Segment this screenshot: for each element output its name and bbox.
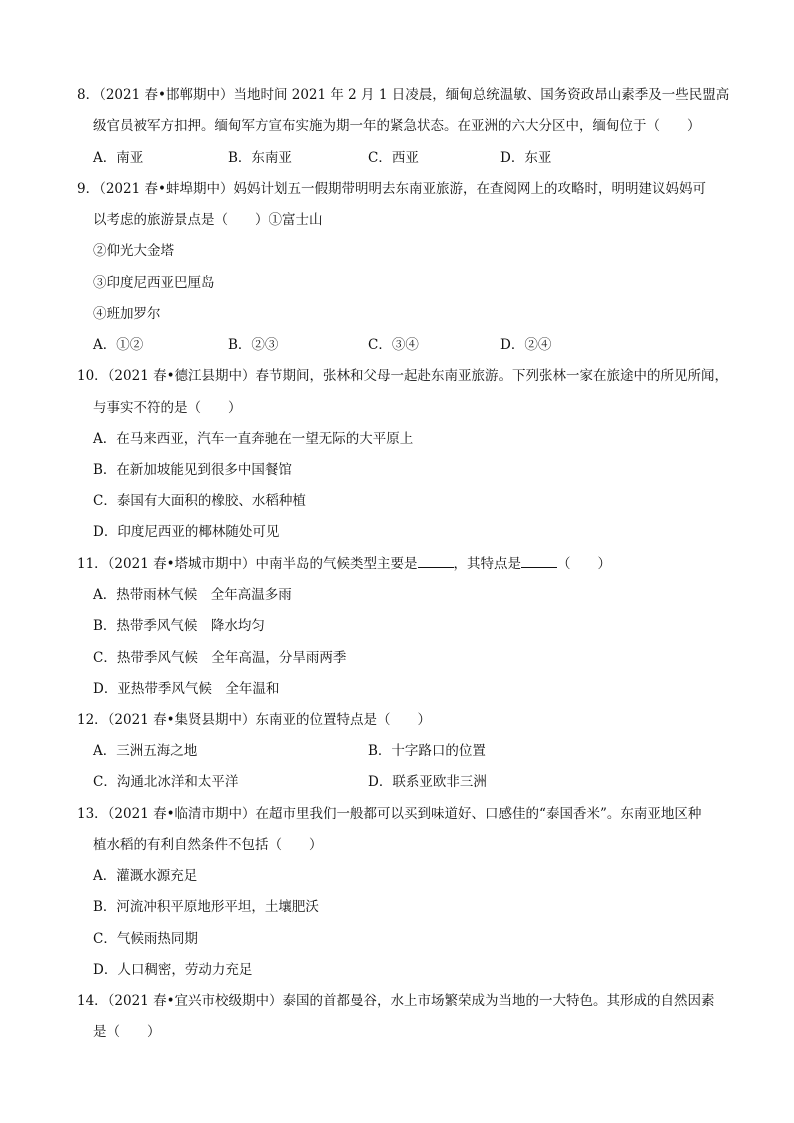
q13-stem-line-2: 植水稻的有利自然条件不包括（ ） xyxy=(93,837,323,853)
q10-stem-line-1: 10．（2021 春•德江县期中）春节期间，张林和父母一起赴东南亚旅游。下列张林一家在旅途中的所见所闻， xyxy=(77,368,729,384)
q13-option-a[interactable]: A．灌溉水源充足 xyxy=(93,868,198,884)
q11-stem-suffix: （ ） xyxy=(557,556,612,572)
q11-option-d[interactable]: D．亚热带季风气候 全年温和 xyxy=(93,681,280,697)
q8-stem-line-2: 级官员被军方扣押。缅甸军方宣布实施为期一年的紧急状态。在亚洲的六大分区中，缅甸位于（ ） xyxy=(93,118,701,134)
q8-option-c[interactable]: C．西亚 xyxy=(368,150,419,166)
q12-stem-line-1: 12．（2021 春•集贤县期中）东南亚的位置特点是（ ） xyxy=(77,712,432,728)
q14-stem-line-1: 14．（2021 春•宜兴市校级期中）泰国的首都曼谷，水上市场繁荣成为当地的一大特色。其形成的自然因素 xyxy=(77,993,715,1009)
q9-item-3: ③印度尼西亚巴厘岛 xyxy=(93,275,215,291)
q12-option-a[interactable]: A．三洲五海之地 xyxy=(93,743,198,759)
q8-option-b[interactable]: B．东南亚 xyxy=(228,150,292,166)
q8-option-d[interactable]: D．东亚 xyxy=(500,150,552,166)
q8-option-a[interactable]: A．南亚 xyxy=(93,150,144,166)
q12-option-b[interactable]: B．十字路口的位置 xyxy=(368,743,486,759)
q14-stem-line-2: 是（ ） xyxy=(93,1024,161,1040)
q13-stem-line-1: 13．（2021 春•临清市期中）在超市里我们一般都可以买到味道好、口感佳的“泰国香米”。东南亚地区种 xyxy=(77,806,702,822)
q13-option-d[interactable]: D．人口稠密，劳动力充足 xyxy=(93,962,253,978)
q10-option-d[interactable]: D．印度尼西亚的椰林随处可见 xyxy=(93,524,280,540)
q12-option-d[interactable]: D．联系亚欧非三洲 xyxy=(368,774,487,790)
q11-stem-line-1 xyxy=(77,552,611,572)
q12-option-c[interactable]: C．沟通北冰洋和太平洋 xyxy=(93,774,239,790)
q11-option-c[interactable]: C．热带季风气候 全年高温，分旱雨两季 xyxy=(93,650,347,666)
q9-item-4: ④班加罗尔 xyxy=(93,306,161,322)
q11-stem-prefix: 11．（2021 春•塔城市期中）中南半岛的气候类型主要是 xyxy=(77,556,418,572)
q9-option-b[interactable]: B．②③ xyxy=(228,337,279,353)
q8-stem-line-1: 8．（2021 春•邯郸期中）当地时间 2021 年 2 月 1 日凌晨，缅甸总统温敏、国务资政昂山素季及一些民盟高 xyxy=(77,87,730,103)
q11-blank-1[interactable] xyxy=(418,555,454,568)
q9-option-d[interactable]: D．②④ xyxy=(500,337,552,353)
q10-option-b[interactable]: B．在新加坡能见到很多中国餐馆 xyxy=(93,462,292,478)
q10-stem-line-2: 与事实不符的是（ ） xyxy=(93,400,242,416)
q9-option-c[interactable]: C．③④ xyxy=(368,337,419,353)
q11-option-a[interactable]: A．热带雨林气候 全年高温多雨 xyxy=(93,587,292,603)
q11-blank-2[interactable] xyxy=(521,555,557,568)
q9-stem-line-1: 9．（2021 春•蚌埠期中）妈妈计划五一假期带明明去东南亚旅游，在查阅网上的攻略时，明明建议妈妈可 xyxy=(77,181,706,197)
q10-option-c[interactable]: C．泰国有大面积的橡胶、水稻种植 xyxy=(93,493,306,509)
q11-stem-mid: ，其特点是 xyxy=(453,556,522,572)
q9-option-a[interactable]: A．①② xyxy=(93,337,144,353)
q13-option-c[interactable]: C．气候雨热同期 xyxy=(93,931,198,947)
q9-stem-line-2: 以考虑的旅游景点是（ ）①富士山 xyxy=(93,212,323,228)
q10-option-a[interactable]: A．在马来西亚，汽车一直奔驰在一望无际的大平原上 xyxy=(93,431,414,447)
q13-option-b[interactable]: B．河流冲积平原地形平坦，土壤肥沃 xyxy=(93,899,319,915)
q9-item-2: ②仰光大金塔 xyxy=(93,243,174,259)
q11-option-b[interactable]: B．热带季风气候 降水均匀 xyxy=(93,618,265,634)
